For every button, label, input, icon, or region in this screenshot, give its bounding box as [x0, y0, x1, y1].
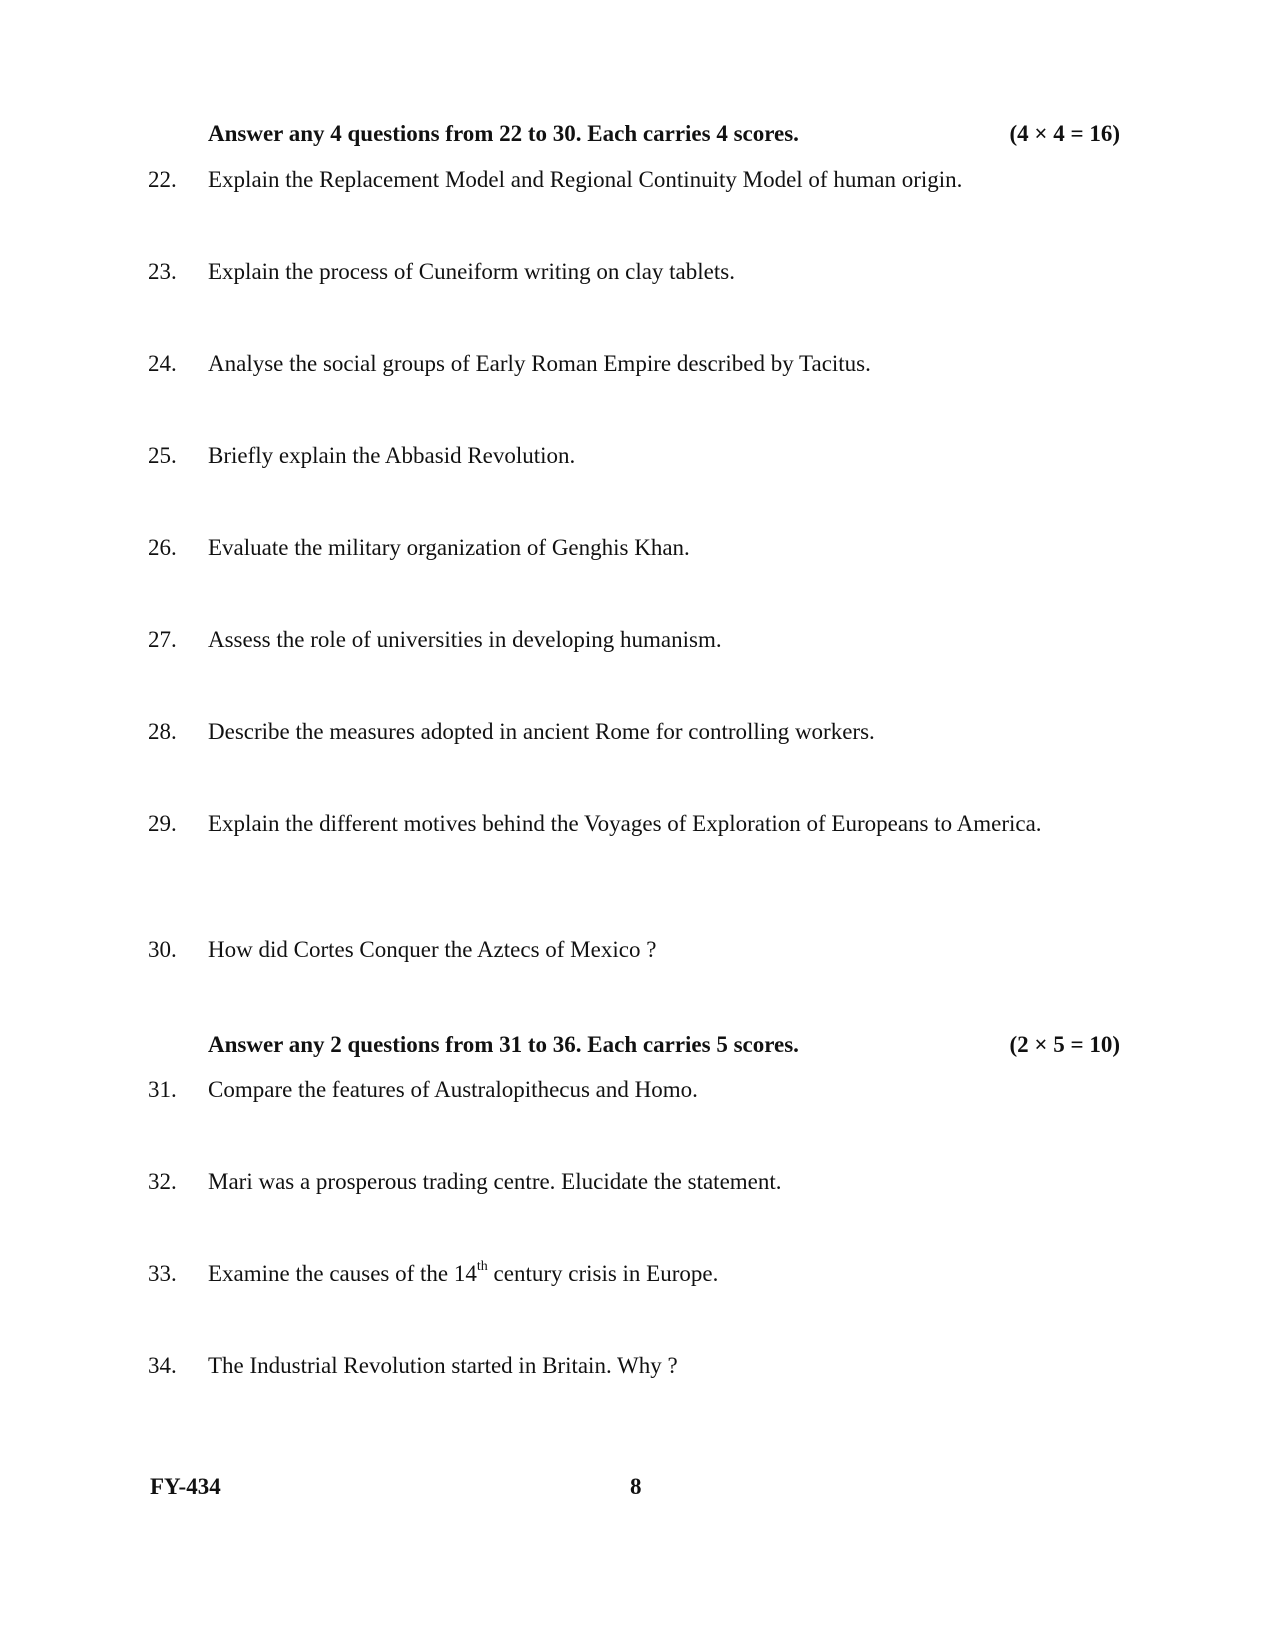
question-text: Analyse the social groups of Early Roman Empire described by Tacitus.: [208, 351, 871, 376]
section-instruction-text: Answer any 2 questions from 31 to 36. Each carries 5 scores.: [208, 1032, 799, 1057]
ordinal-superscript: th: [476, 1259, 488, 1275]
question-number: 32.: [148, 1169, 177, 1194]
question-number: 25.: [148, 443, 177, 468]
question-text: Explain the process of Cuneiform writing on clay tablets.: [208, 259, 735, 284]
section-marks: (4 × 4 = 16): [1009, 121, 1120, 146]
question-number: 33.: [148, 1261, 177, 1286]
question-text: Briefly explain the Abbasid Revolution.: [208, 443, 576, 468]
question-number: 26.: [148, 535, 177, 560]
question-text: Explain the Replacement Model and Regional Continuity Model of human origin.: [208, 167, 963, 192]
paper-code: FY-434: [150, 1474, 221, 1499]
question-text: Explain the different motives behind the Voyages of Exploration of Europeans to America.: [208, 811, 1042, 836]
question-text: How did Cortes Conquer the Aztecs of Mexico ?: [208, 937, 657, 962]
section-instruction-text: Answer any 4 questions from 22 to 30. Each carries 4 scores.: [208, 121, 799, 146]
question-text: Describe the measures adopted in ancient Rome for controlling workers.: [208, 719, 875, 744]
question-text: [208, 1256, 1072, 1292]
question-number: 31.: [148, 1077, 177, 1102]
question-number: 30.: [148, 937, 177, 962]
question-number: 27.: [148, 627, 177, 652]
question-text: Mari was a prosperous trading centre. Elucidate the statement.: [208, 1169, 782, 1194]
section-marks: (2 × 5 = 10): [1009, 1032, 1120, 1057]
question-text: The Industrial Revolution started in Britain. Why ?: [208, 1353, 678, 1378]
question-text-before: Examine the causes of the 14: [208, 1261, 477, 1286]
question-number: 24.: [148, 351, 177, 376]
page-number: 8: [630, 1474, 642, 1499]
question-number: 22.: [148, 167, 177, 192]
question-text: Assess the role of universities in developing humanism.: [208, 627, 722, 652]
question-text: Compare the features of Australopithecus and Homo.: [208, 1077, 698, 1102]
question-number: 28.: [148, 719, 177, 744]
question-text: Evaluate the military organization of Genghis Khan.: [208, 535, 690, 560]
question-number: 29.: [148, 811, 177, 836]
question-number: 34.: [148, 1353, 177, 1378]
question-number: 23.: [148, 259, 177, 284]
question-text-after: century crisis in Europe.: [487, 1261, 719, 1286]
